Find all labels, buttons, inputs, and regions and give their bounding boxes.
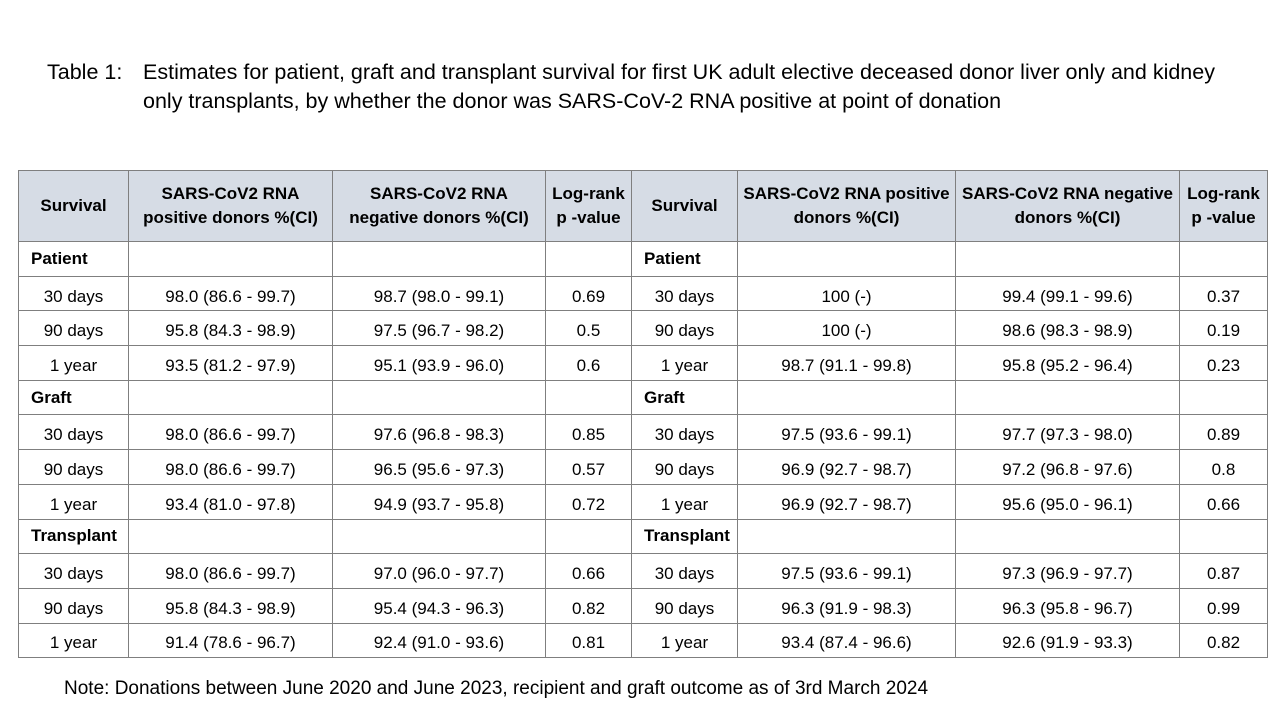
table-cell: 1 year [19,346,129,381]
table-cell: 95.6 (95.0 - 96.1) [956,484,1180,519]
table-row [19,484,1268,519]
table-cell: 30 days [19,276,129,311]
table-cell: 96.9 (92.7 - 98.7) [738,484,956,519]
table-cell: 97.5 (93.6 - 99.1) [738,554,956,589]
table-cell: 0.19 [1180,311,1268,346]
empty-cell [546,519,632,554]
table-cell: 90 days [19,588,129,623]
header-cell: SARS-CoV2 RNA positive donors %(CI) [738,171,956,242]
empty-cell [1180,242,1268,277]
table-row [19,311,1268,346]
table-cell: 0.69 [546,276,632,311]
table-cell: 95.8 (84.3 - 98.9) [129,311,333,346]
table-cell: 98.6 (98.3 - 98.9) [956,311,1180,346]
table-cell: 1 year [632,346,738,381]
empty-cell [738,519,956,554]
section-label: Patient [19,242,129,277]
table-cell: 1 year [632,623,738,658]
section-label: Transplant [19,519,129,554]
table-cell: 96.3 (95.8 - 96.7) [956,588,1180,623]
header-cell: SARS-CoV2 RNA positive donors %(CI) [129,171,333,242]
table-cell: 90 days [632,588,738,623]
table-cell: 92.4 (91.0 - 93.6) [333,623,546,658]
table-cell: 90 days [19,311,129,346]
empty-cell [956,380,1180,415]
table-cell: 100 (-) [738,311,956,346]
table-cell: 0.66 [1180,484,1268,519]
table-cell: 30 days [632,276,738,311]
empty-cell [129,380,333,415]
empty-cell [1180,519,1268,554]
table-cell: 0.72 [546,484,632,519]
header-cell: SARS-CoV2 RNA negative donors %(CI) [333,171,546,242]
empty-cell [333,519,546,554]
section-label: Transplant [632,519,738,554]
table-cell: 1 year [19,484,129,519]
table-body [19,242,1268,658]
empty-cell [738,380,956,415]
table-cell: 0.87 [1180,554,1268,589]
table-cell: 96.9 (92.7 - 98.7) [738,450,956,485]
table-cell: 98.0 (86.6 - 99.7) [129,276,333,311]
empty-cell [956,242,1180,277]
table-cell: 0.82 [1180,623,1268,658]
empty-cell [333,242,546,277]
section-label: Patient [632,242,738,277]
caption-label: Table 1: [47,60,123,84]
table-cell: 1 year [19,623,129,658]
section-label: Graft [632,380,738,415]
table-cell: 97.7 (97.3 - 98.0) [956,415,1180,450]
empty-cell [129,519,333,554]
table-cell: 0.6 [546,346,632,381]
caption-text: Estimates for patient, graft and transplant survival for first UK adult elective deceased donor liver only and kidney only transplants, by whether the donor was SARS-CoV-2 RNA positive at point of donation [143,60,1215,113]
section-label: Graft [19,380,129,415]
table-cell: 94.9 (93.7 - 95.8) [333,484,546,519]
table-cell: 0.81 [546,623,632,658]
table-cell: 90 days [19,450,129,485]
table-cell: 30 days [632,415,738,450]
table-cell: 98.0 (86.6 - 99.7) [129,554,333,589]
table-row [19,588,1268,623]
table-cell: 30 days [19,415,129,450]
table-cell: 0.85 [546,415,632,450]
header-cell: Log-rank p -value [1180,171,1268,242]
table-row [19,415,1268,450]
table-cell: 93.4 (87.4 - 96.6) [738,623,956,658]
survival-table [18,170,1268,658]
table-cell: 93.5 (81.2 - 97.9) [129,346,333,381]
empty-cell [956,519,1180,554]
section-row [19,519,1268,554]
table-cell: 0.89 [1180,415,1268,450]
table-cell: 98.7 (91.1 - 99.8) [738,346,956,381]
table-row [19,554,1268,589]
table-cell: 0.66 [546,554,632,589]
header-row [19,171,1268,242]
table-row [19,276,1268,311]
table-cell: 98.0 (86.6 - 99.7) [129,415,333,450]
table-cell: 99.4 (99.1 - 99.6) [956,276,1180,311]
table-cell: 92.6 (91.9 - 93.3) [956,623,1180,658]
table-caption [47,58,1227,115]
table-row [19,450,1268,485]
header-cell: Log-rank p -value [546,171,632,242]
header-cell: SARS-CoV2 RNA negative donors %(CI) [956,171,1180,242]
table-cell: 0.23 [1180,346,1268,381]
section-row [19,380,1268,415]
table-cell: 98.7 (98.0 - 99.1) [333,276,546,311]
table-cell: 95.4 (94.3 - 96.3) [333,588,546,623]
table-cell: 30 days [19,554,129,589]
table-cell: 0.57 [546,450,632,485]
table-cell: 98.0 (86.6 - 99.7) [129,450,333,485]
table-cell: 96.5 (95.6 - 97.3) [333,450,546,485]
table-cell: 97.5 (93.6 - 99.1) [738,415,956,450]
table-cell: 97.2 (96.8 - 97.6) [956,450,1180,485]
table-cell: 97.0 (96.0 - 97.7) [333,554,546,589]
header-cell: Survival [19,171,129,242]
table-cell: 100 (-) [738,276,956,311]
table-cell: 95.8 (84.3 - 98.9) [129,588,333,623]
table-cell: 95.1 (93.9 - 96.0) [333,346,546,381]
table-row [19,623,1268,658]
table-cell: 90 days [632,311,738,346]
table-cell: 96.3 (91.9 - 98.3) [738,588,956,623]
empty-cell [738,242,956,277]
table-row [19,346,1268,381]
table-cell: 1 year [632,484,738,519]
table-cell: 0.5 [546,311,632,346]
table-cell: 90 days [632,450,738,485]
table-cell: 0.99 [1180,588,1268,623]
table-cell: 0.8 [1180,450,1268,485]
empty-cell [1180,380,1268,415]
footnote: Note: Donations between June 2020 and June 2023, recipient and graft outcome as of 3rd March 2024 [64,678,929,699]
empty-cell [333,380,546,415]
section-row [19,242,1268,277]
table-cell: 95.8 (95.2 - 96.4) [956,346,1180,381]
empty-cell [546,242,632,277]
table-cell: 91.4 (78.6 - 96.7) [129,623,333,658]
table-cell: 97.6 (96.8 - 98.3) [333,415,546,450]
empty-cell [129,242,333,277]
table-cell: 0.82 [546,588,632,623]
table-cell: 0.37 [1180,276,1268,311]
table-cell: 30 days [632,554,738,589]
table-cell: 97.5 (96.7 - 98.2) [333,311,546,346]
table-cell: 97.3 (96.9 - 97.7) [956,554,1180,589]
table-cell: 93.4 (81.0 - 97.8) [129,484,333,519]
header-cell: Survival [632,171,738,242]
empty-cell [546,380,632,415]
